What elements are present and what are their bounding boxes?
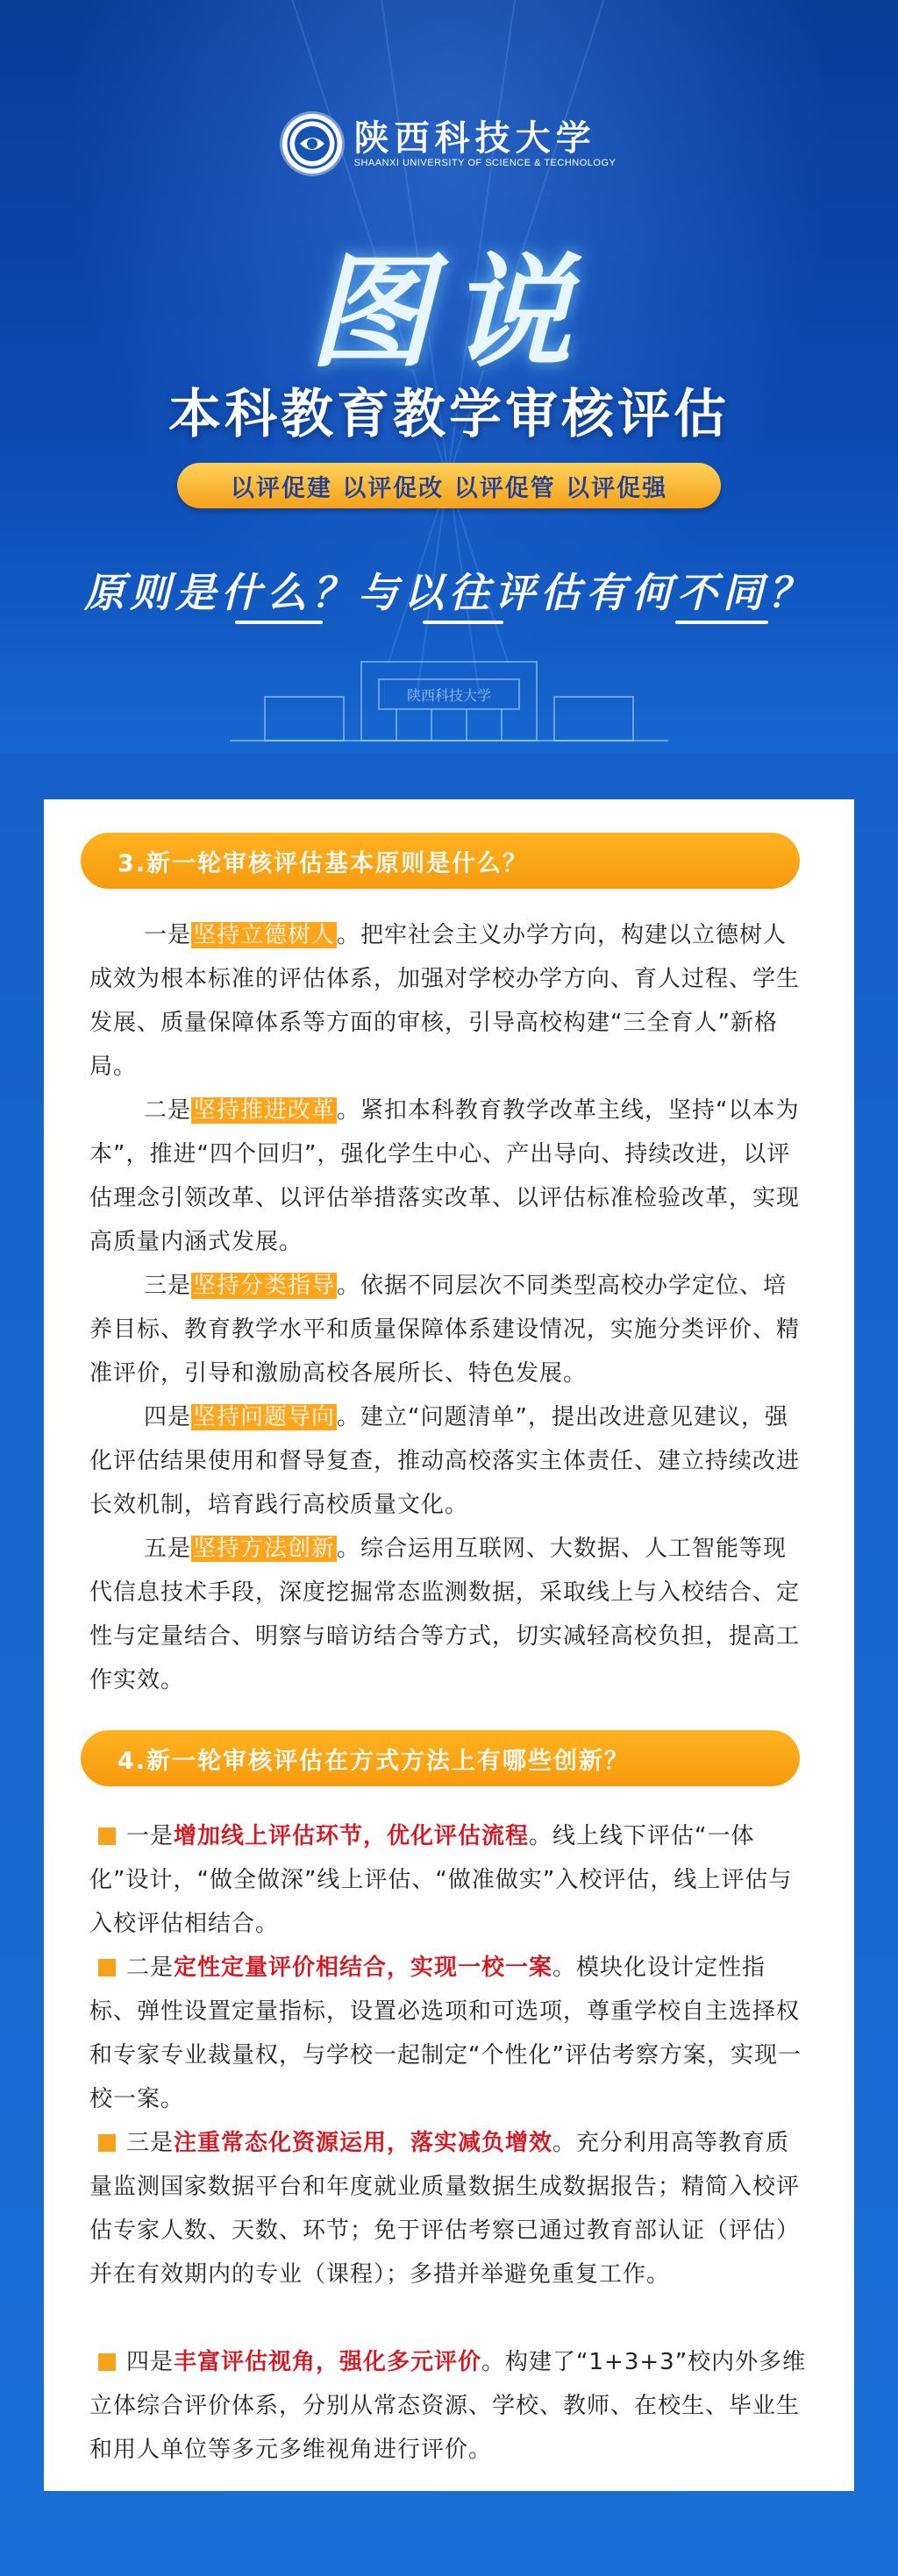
university-logo: [0, 114, 898, 174]
innovation-emphasis: 丰富评估视角，强化多元评价: [174, 2349, 482, 2375]
principle-paragraph: 三是坚持分类指导。依据不同层次不同类型高校办学定位、培养目标、教育教学水平和质量保障体系建设情况，实施分类评价、精准评价，引导和激励高校各展所长、特色发展。: [89, 1273, 801, 1387]
building-sign: 陕西科技大学: [406, 687, 492, 704]
principle-highlight: 坚持推进改革: [193, 1097, 336, 1124]
principle-paragraph: 一是坚持立德树人。把牢社会主义办学方向，构建以立德树人成效为根本标准的评估体系，加强对学校办学方向、育人过程、学生发展、质量保障体系等方面的审核，引导高校构建“三全育人”新格局。: [89, 922, 801, 1080]
principle-paragraph: 四是坚持问题导向。建立“问题清单”，提出改进意见建议，强化评估结果使用和督导复查，推动高校落实主体责任、建立持续改进长效机制，培育践行高校质量文化。: [89, 1404, 801, 1518]
question-headline: 原则是什么？与以往评估有何不同？: [84, 569, 814, 616]
innovation-paragraph: 三是注重常态化资源运用，落实减负增效。充分利用高等教育质量监测国家数据平台和年度就业质量数据生成数据报告；精简入校评估专家人数、天数、环节；免于评估考察已通过教育部认证（评估）并在有效期内的专业（课程）；多措并举避免重复工作。: [89, 2130, 801, 2288]
innovation-paragraph: 四是丰富评估视角，强化多元评价。构建了“1+3+3”校内外多维立体综合评价体系，分别从常态资源、学校、教师、在校生、毕业生和用人单位等多元多维视角进行评价。: [89, 2349, 807, 2463]
headline-underline: [235, 621, 323, 624]
university-emblem-icon: [282, 114, 342, 174]
poster-title: 图说: [308, 241, 589, 385]
bullet-square-icon: [98, 2134, 116, 2152]
bullet-square-icon: [98, 1827, 116, 1845]
principle-highlight: 坚持分类指导: [193, 1273, 336, 1299]
section-4-heading: 4.新一轮审核评估在方式方法上有哪些创新？: [118, 1747, 631, 1775]
section-heading: [81, 833, 800, 889]
innovation-emphasis: 注重常态化资源运用，落实减负增效: [174, 2130, 553, 2156]
principle-highlight: 坚持问题导向: [193, 1404, 336, 1430]
innovation-paragraph: 一是增加线上评估环节，优化评估流程。线上线下评估“一体化”设计，“做全做深”线上评估、“做准做实”入校评估，线上评估与入校评估相结合。: [89, 1823, 793, 1937]
university-name-en: SHAANXI UNIVERSITY OF SCIENCE & TECHNOLOGY: [353, 158, 616, 168]
campus-building-illustration: [230, 644, 668, 749]
principle-paragraph: 二是坚持推进改革。紧扣本科教育教学改革主线，坚持“以本为本”，推进“四个回归”，强化学生中心、产出导向、持续改进，以评估理念引领改革、以评估举措落实改革、以评估标准检验改革，实现高质量内涵式发展。: [89, 1097, 801, 1255]
bullet-square-icon: [98, 1959, 116, 1976]
headline-underline: [423, 621, 503, 624]
slogan-text: 以评促建 以评促改 以评促管 以评促强: [230, 474, 668, 502]
headline-underline: [675, 621, 768, 624]
hero-banner: [0, 0, 898, 754]
innovation-emphasis: 定性定量评价相结合，实现一校一案: [174, 1955, 553, 1981]
slogan-banner: [177, 463, 721, 508]
poster-subtitle: 本科教育教学审核评估: [168, 384, 730, 445]
bullet-square-icon: [98, 2353, 116, 2371]
principle-paragraph: 五是坚持方法创新。综合运用互联网、大数据、人工智能等现代信息技术手段，深度挖掘常态监测数据，采取线上与入校结合、定性与定量结合、明察与暗访结合等方式，切实减轻高校负担，提高工作实效。: [89, 1536, 801, 1693]
innovation-emphasis: 增加线上评估环节，优化评估流程: [174, 1823, 530, 1849]
principle-highlight: 坚持立德树人: [193, 922, 336, 948]
section-heading: [81, 1730, 800, 1786]
principle-highlight: 坚持方法创新: [193, 1536, 336, 1562]
innovation-paragraph: 二是定性定量评价相结合，实现一校一案。模块化设计定性指标、弹性设置定量指标，设置必选项和可选项，尊重学校自主选择权和专家专业裁量权，与学校一起制定“个性化”评估考察方案，实现一校一案。: [89, 1955, 802, 2112]
university-name-cn: 陕西科技大学: [353, 117, 596, 159]
content-card: [44, 799, 854, 2491]
section-3-heading: 3.新一轮审核评估基本原则是什么？: [118, 849, 529, 877]
